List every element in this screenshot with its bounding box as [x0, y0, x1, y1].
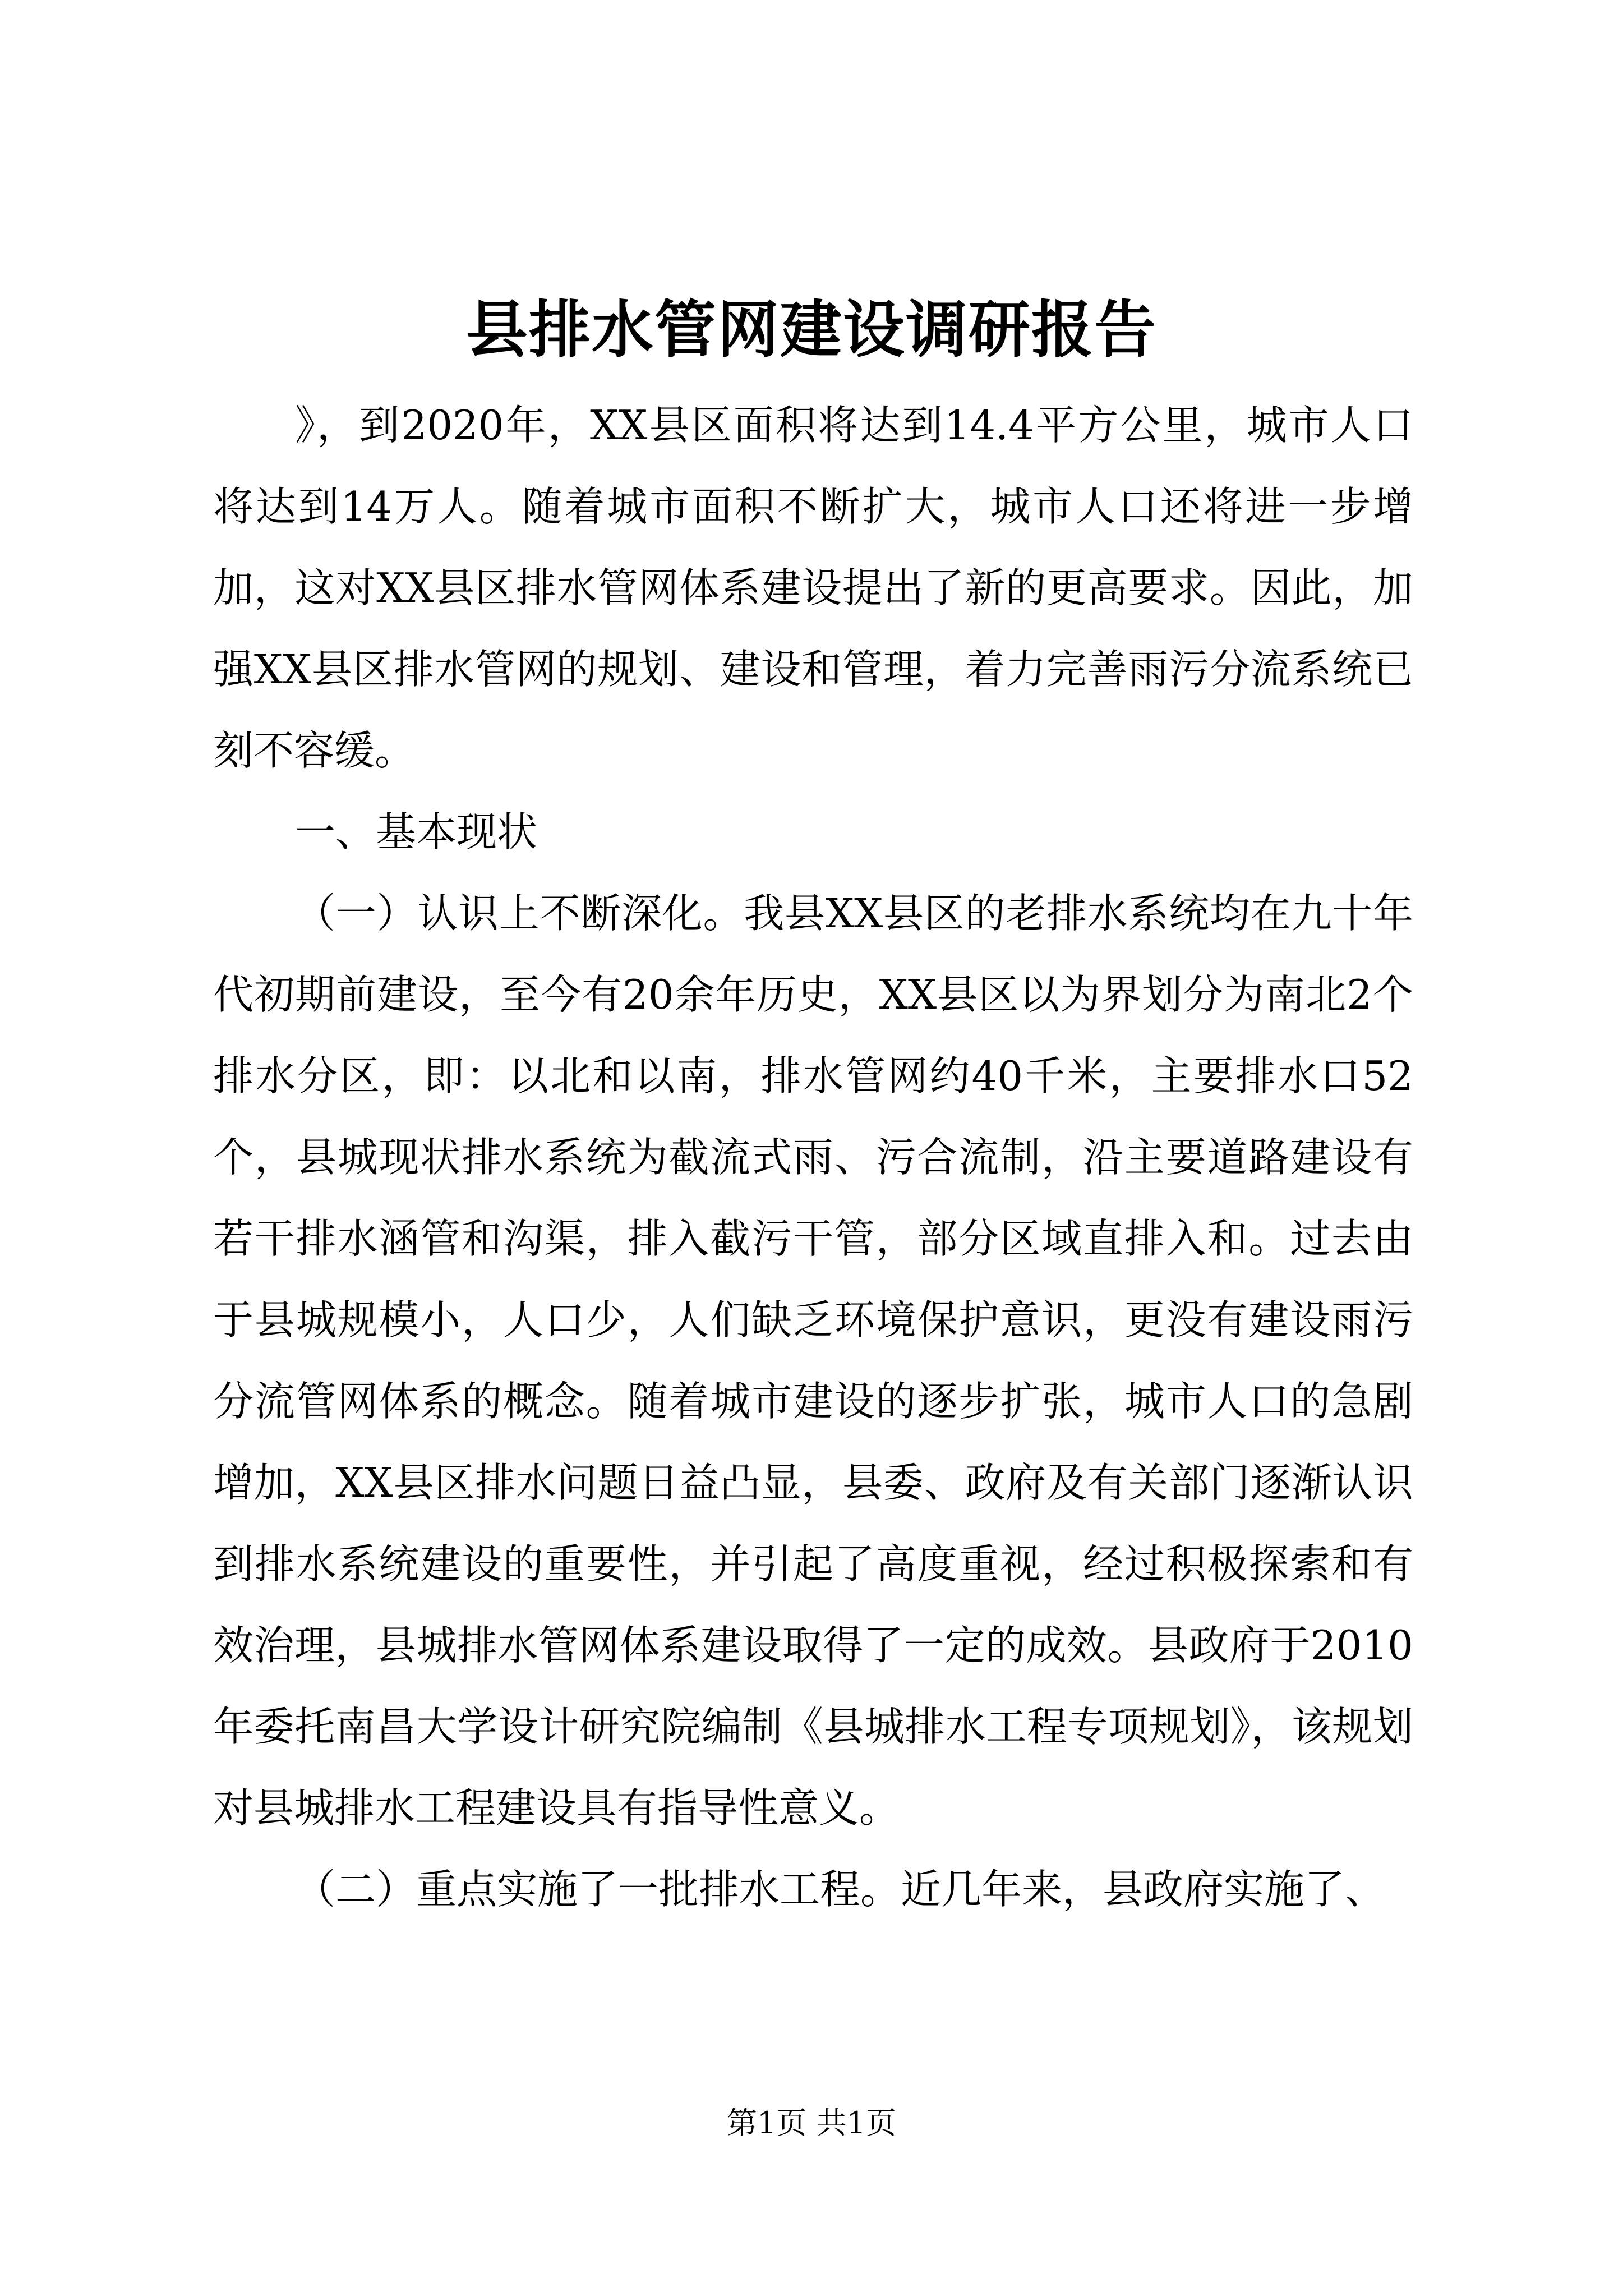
- page-footer: 第1页 共1页: [727, 2105, 896, 2141]
- paragraph-intro: 》，到2020年，XX县区面积将达到14.4平方公里，城市人口将达到14万人。随着城市面积不断扩大，城市人口还将进一步增加，这对XX县区排水管网体系建设提出了新的更高要求。因此，加强XX县区排水管网的规划、建设和管理，着力完善雨污分流系统已刻不容缓。: [213, 402, 1413, 774]
- document-body: [213, 385, 1413, 1930]
- paragraph-section-1: （一）认识上不断深化。我县XX县区的老排水系统均在九十年代初期前建设，至今有20余年历史，XX县区以为界划分为南北2个排水分区，即：以北和以南，排水管网约40千米，主要排水口52个，县城现状排水系统为截流式雨、污合流制，沿主要道路建设有若干排水涵管和沟渠，排入截污干管，部分区域直排入和。过去由于县城规模小，人口少，人们缺乏环境保护意识，更没有建设雨污分流管网体系的概念。随着城市建设的逐步扩张，城市人口的急剧增加，XX县区排水问题日益凸显，县委、政府及有关部门逐渐认识到排水系统建设的重要性，并引起了高度重视，经过积极探索和有效治理，县城排水管网体系建设取得了一定的成效。县政府于2010年委托南昌大学设计研究院编制《县城排水工程专项规划》，该规划对县城排水工程建设具有指导性意义。: [213, 890, 1413, 1832]
- document-title: 县排水管网建设调研报告: [466, 293, 1157, 366]
- section-heading-basic-status: 一、基本现状: [295, 808, 538, 855]
- paragraph-section-2: （二）重点实施了一批排水工程。近几年来，县政府实施了、: [295, 1866, 1386, 1913]
